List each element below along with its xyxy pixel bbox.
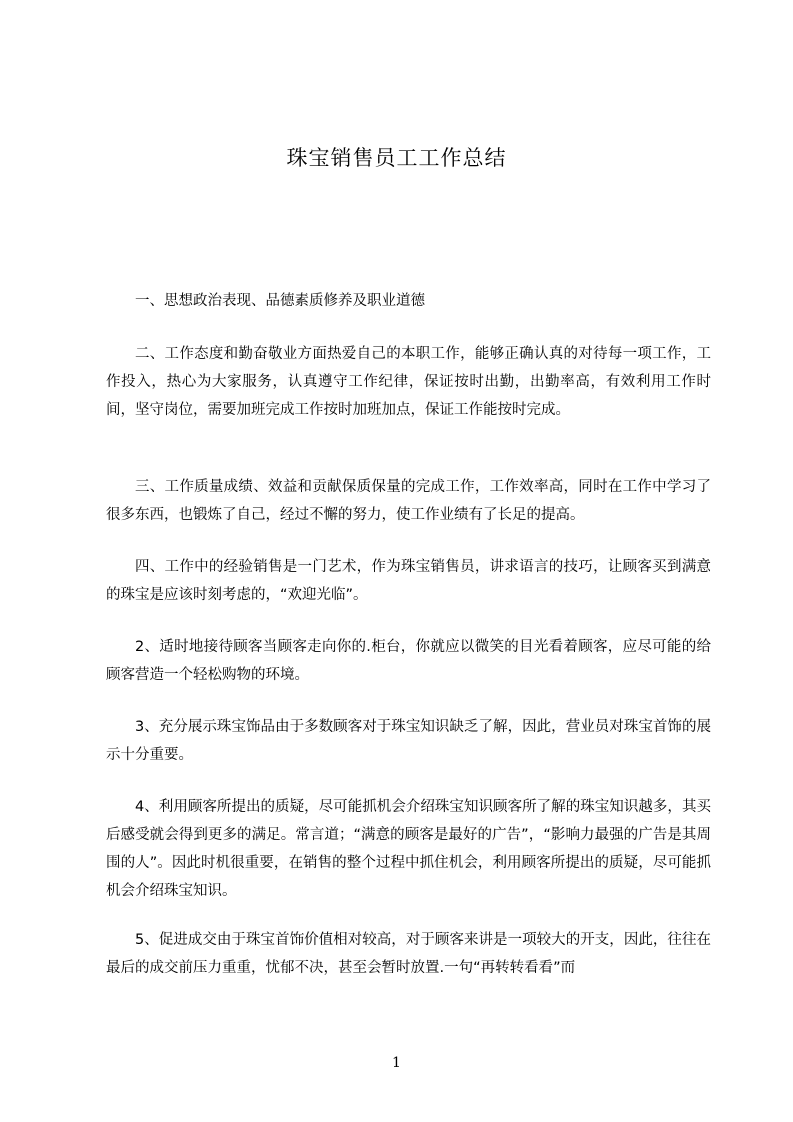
paragraph-point-5: 5、促进成交由于珠宝首饰价值相对较高，对于顾客来讲是一项较大的开支，因此，往往在最后的成交前压力重重，忧郁不决，甚至会暂时放置.一句“再转转看看”而	[106, 932, 711, 976]
paragraph-work-quality: 三、工作质量成绩、效益和贡献保质保量的完成工作，工作效率高，同时在工作中学习了很多东西，也锻炼了自己，经过不懈的努力，使工作业绩有了长足的提高。	[106, 479, 711, 523]
section-heading-1: 一、思想政治表现、品德素质修养及职业道德	[135, 293, 425, 309]
document-title: 珠宝销售员工工作总结	[286, 146, 507, 170]
page-number: 1	[392, 1055, 401, 1071]
paragraph-point-3: 3、充分展示珠宝饰品由于多数顾客对于珠宝知识缺乏了解，因此，营业员对珠宝首饰的展示十分重要。	[106, 719, 711, 763]
paragraph-point-2: 2、适时地接待顾客当顾客走向你的.柜台，你就应以微笑的目光看着顾客，应尽可能的给顾客营造一个轻松购物的环境。	[106, 639, 711, 683]
paragraph-work-experience: 四、工作中的经验销售是一门艺术，作为珠宝销售员，讲求语言的技巧，让顾客买到满意的珠宝是应该时刻考虑的，“欢迎光临”。	[106, 559, 711, 603]
paragraph-point-4: 4、利用顾客所提出的质疑，尽可能抓机会介绍珠宝知识顾客所了解的珠宝知识越多，其买后感受就会得到更多的满足。常言道；“满意的顾客是最好的广告”，“影响力最强的广告是其周围的人”。因此时机很重要，在销售的整个过程中抓住机会，利用顾客所提出的质疑，尽可能抓机会介绍珠宝知识。	[106, 799, 711, 899]
paragraph-work-attitude: 二、工作态度和勤奋敬业方面热爱自己的本职工作，能够正确认真的对待每一项工作，工作投入，热心为大家服务，认真遵守工作纪律，保证按时出勤，出勤率高，有效利用工作时间，坚守岗位，需要加班完成工作按时加班加点，保证工作能按时完成。	[106, 346, 711, 418]
